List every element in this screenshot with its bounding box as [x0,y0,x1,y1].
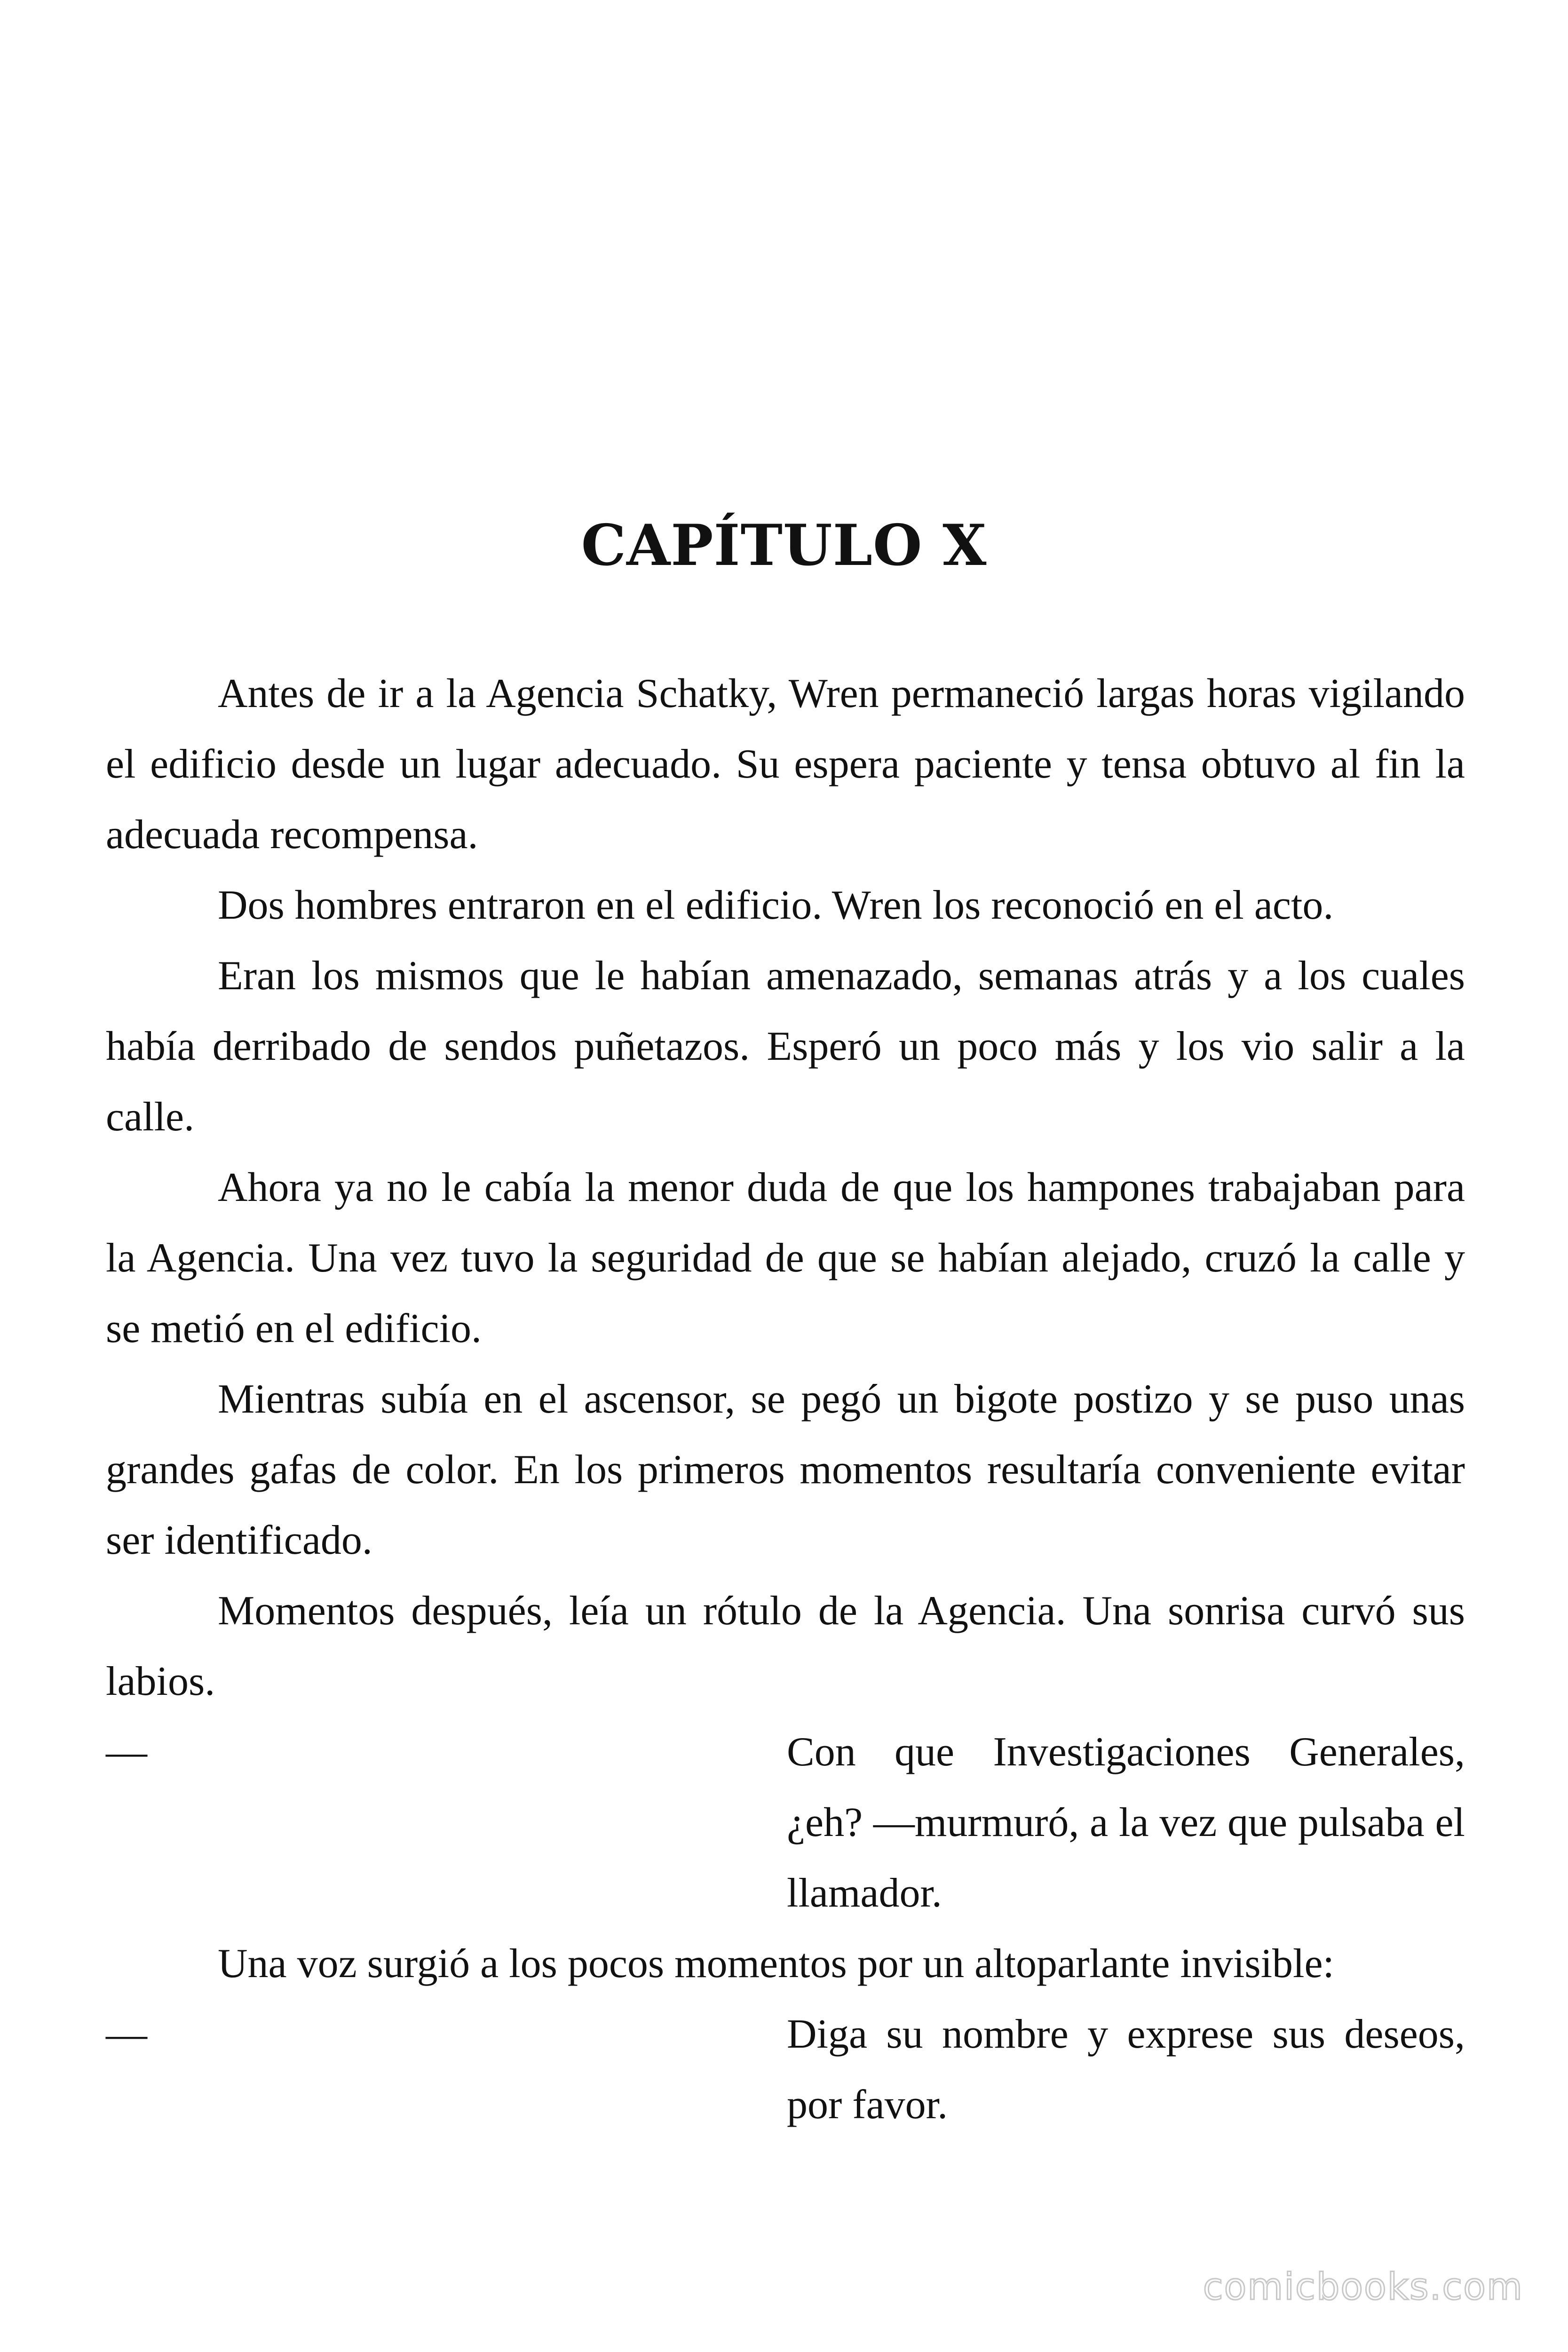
dialog-dash: — [106,1729,147,1775]
dialog-text: Con que Investigaciones Generales, ¿eh? —murmuró, a la vez que pulsaba el llamador. [787,1729,1465,1916]
paragraph: Eran los mismos que le habían amenazado, semanas atrás y a los cuales había derribado de sendos puñetazos. Esperó un poco más y los vio salir a la calle. [106,953,1465,1140]
dialog-dash: — [106,2011,147,2057]
paragraph: Mientras subía en el ascensor, se pegó un bigote postizo y se puso unas grandes gafas de color. En los primeros momentos resultaría conveniente evitar ser identificado. [106,1376,1465,1563]
paragraph: Ahora ya no le cabía la menor duda de que los hampones trabajaban para la Agencia. Una vez tuvo la seguridad de que se habían alejado, cruzó la calle y se metió en el edificio. [106,1165,1465,1351]
dialog-line [106,1717,1465,1929]
chapter-text [106,659,1465,2140]
watermark: comicbooks.com [1203,2266,1523,2308]
dialog-line [106,1999,1465,2140]
paragraph: Momentos después, leía un rótulo de la Agencia. Una sonrisa curvó sus labios. [106,1588,1465,1704]
dialog-text: Diga su nombre y exprese sus deseos, por favor. [787,2011,1465,2128]
chapter-title: CAPÍTULO X [581,512,987,579]
paragraph: Una voz surgió a los pocos momentos por un altoparlante invisible: [218,1941,1334,1986]
paragraph: Antes de ir a la Agencia Schatky, Wren permaneció largas horas vigilando el edificio desde un lugar adecuado. Su espera paciente y tensa obtuvo al fin la adecuada recompensa. [106,671,1465,858]
paragraph: Dos hombres entraron en el edificio. Wren los reconoció en el acto. [218,882,1334,928]
